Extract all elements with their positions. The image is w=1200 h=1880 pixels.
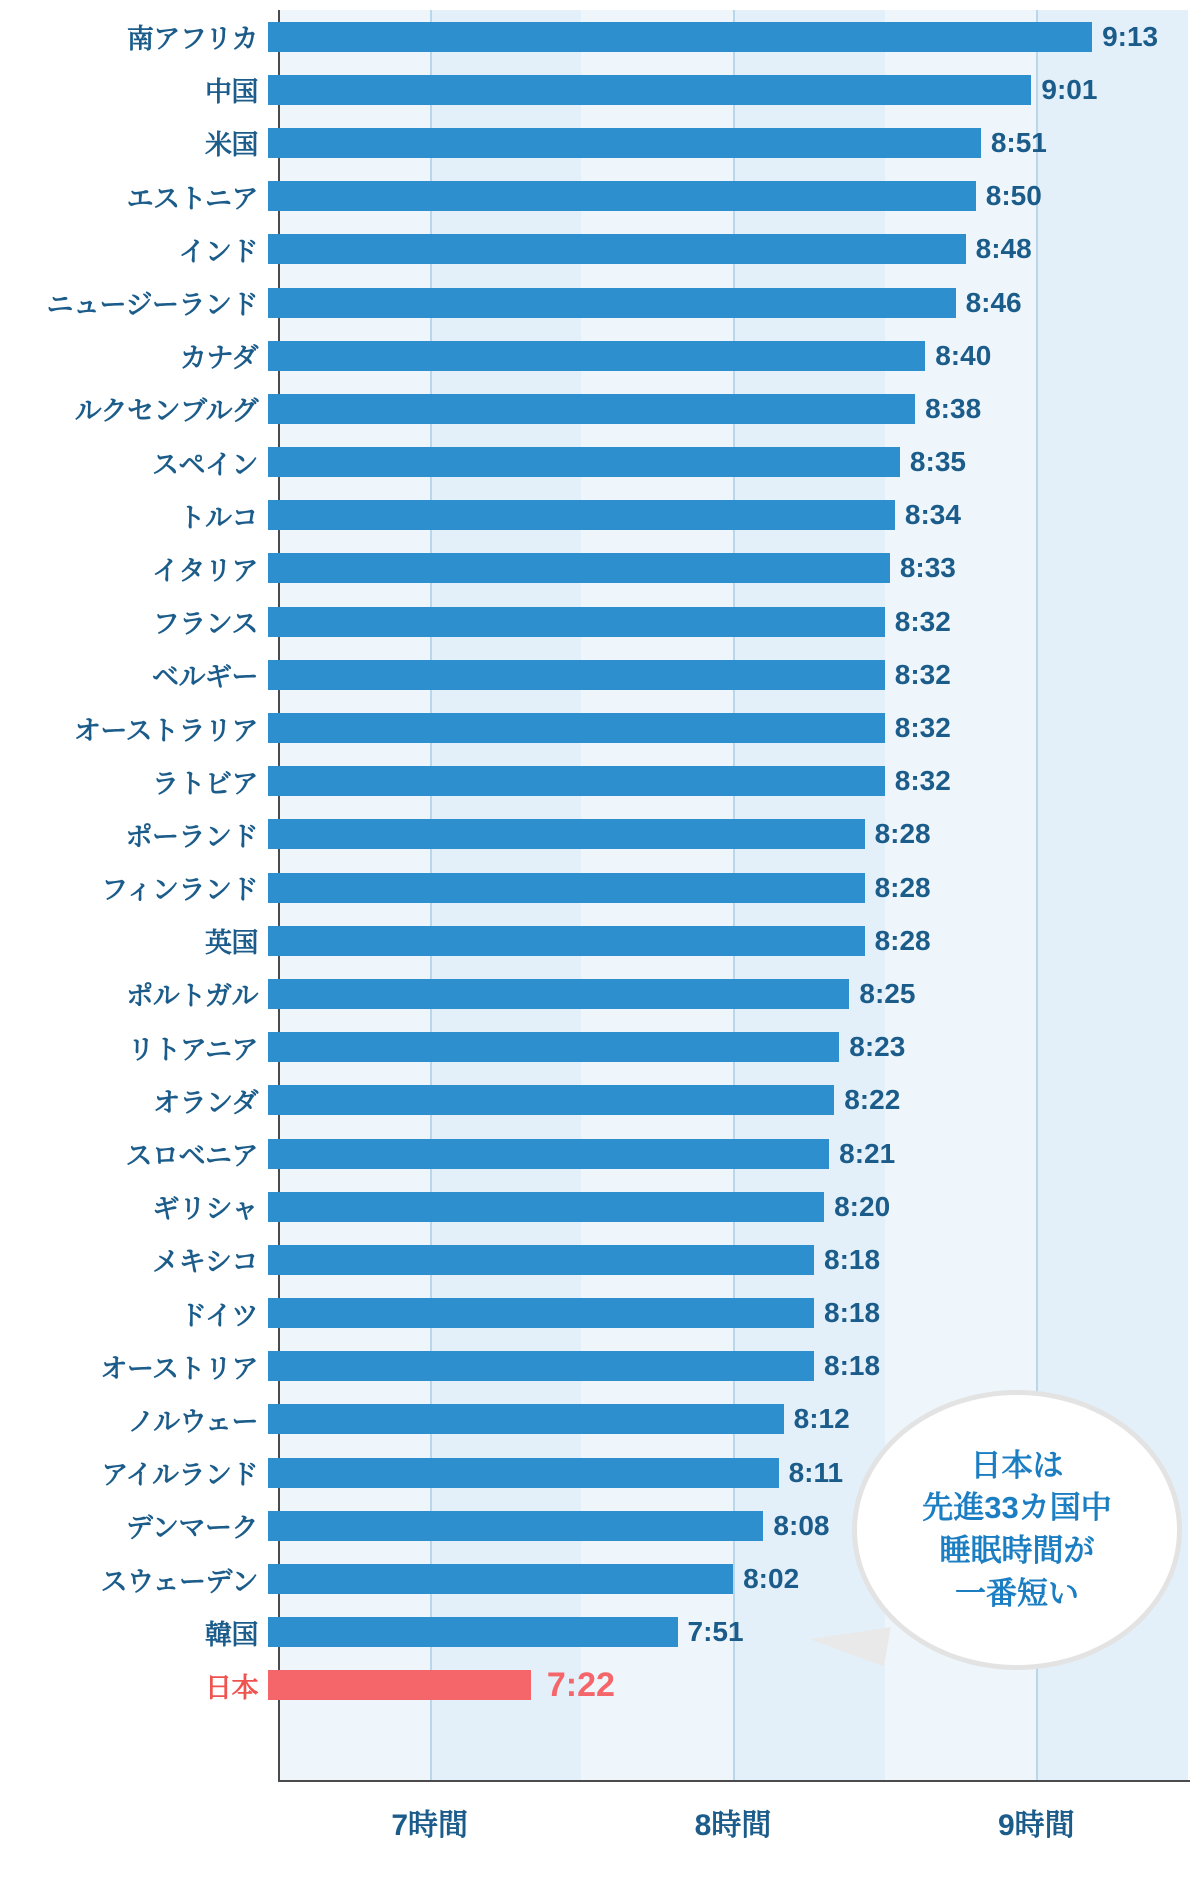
chart-row	[0, 63, 1200, 116]
bar	[268, 1192, 824, 1222]
country-label: ポルトガル	[126, 981, 258, 1012]
country-label: 英国	[205, 928, 258, 959]
bar-value-label: 8:38	[925, 392, 982, 424]
chart-row	[0, 1180, 1200, 1233]
japan-callout	[852, 1390, 1182, 1670]
country-label: ギリシャ	[152, 1194, 258, 1225]
bar	[268, 22, 1092, 52]
bar-container	[268, 63, 1200, 116]
chart-row	[0, 1021, 1200, 1074]
bar-container	[268, 170, 1200, 223]
bar-value-label: 8:28	[874, 871, 931, 903]
bar	[268, 660, 885, 690]
bar-value-label: 8:28	[874, 924, 931, 956]
callout-line-4: 一番短い	[955, 1575, 1079, 1611]
bar	[268, 128, 981, 158]
chart-row	[0, 223, 1200, 276]
bar-value-label: 8:08	[773, 1509, 830, 1541]
bar	[268, 1139, 829, 1169]
bar-container	[268, 329, 1200, 382]
bar-container	[268, 1340, 1200, 1393]
chart-row	[0, 1287, 1200, 1340]
bar-value-label: 8:25	[859, 977, 916, 1009]
bar-container	[268, 1127, 1200, 1180]
chart-row	[0, 595, 1200, 648]
chart-row	[0, 1127, 1200, 1180]
x-axis-line	[278, 1780, 1190, 1782]
chart-row	[0, 1340, 1200, 1393]
chart-row	[0, 808, 1200, 861]
bar-value-label: 8:50	[985, 180, 1042, 212]
bar-container	[268, 648, 1200, 701]
bar	[268, 447, 900, 477]
bar-value-label: 8:32	[894, 765, 951, 797]
bar-value-label: 8:02	[743, 1563, 800, 1595]
bar-container	[268, 701, 1200, 754]
bar-container	[268, 10, 1200, 63]
country-label: トルコ	[178, 502, 258, 533]
bar-container	[268, 595, 1200, 648]
bar	[268, 1404, 784, 1434]
country-label: ルクセンブルグ	[74, 396, 258, 427]
country-label: ノルウェー	[127, 1406, 258, 1437]
bar-value-label: 9:01	[1041, 73, 1098, 105]
country-label: 南アフリカ	[126, 24, 258, 55]
callout-bubble	[852, 1390, 1182, 1670]
bar	[268, 1458, 779, 1488]
chart-row	[0, 861, 1200, 914]
bar-container	[268, 1021, 1200, 1074]
bar	[268, 1351, 814, 1381]
chart-row	[0, 436, 1200, 489]
bar	[268, 1298, 814, 1328]
country-label: ベルギー	[152, 662, 258, 693]
bar-value-label: 8:51	[990, 126, 1047, 158]
bar-value-label: 8:23	[849, 1031, 906, 1063]
bar	[268, 926, 865, 956]
bar-value-label: 8:18	[824, 1350, 881, 1382]
country-label: フランス	[152, 609, 258, 640]
country-label: オーストリア	[100, 1353, 258, 1384]
country-label: リトアニア	[127, 1034, 258, 1065]
bar	[268, 1245, 814, 1275]
x-tick-label: 8時間	[694, 1809, 772, 1842]
bar	[268, 1085, 834, 1115]
chart-row	[0, 10, 1200, 63]
bar-container	[268, 116, 1200, 169]
bar	[268, 607, 885, 637]
bar-value-label: 8:32	[894, 658, 951, 690]
x-tick-label: 9時間	[997, 1809, 1075, 1842]
bar	[268, 1670, 531, 1700]
bar	[268, 75, 1031, 105]
bar-value-label: 9:13	[1102, 20, 1159, 52]
bar-value-label: 8:40	[935, 339, 992, 371]
bar-value-label: 8:21	[839, 1137, 896, 1169]
chart-row	[0, 170, 1200, 223]
callout-line-3: 睡眠時間が	[939, 1533, 1095, 1568]
bar-value-label: 8:35	[909, 446, 966, 478]
chart-row	[0, 276, 1200, 329]
bar-value-label: 8:33	[899, 552, 956, 584]
bar-value-label: 8:46	[965, 286, 1022, 318]
bar	[268, 181, 976, 211]
bar	[268, 713, 885, 743]
bar-container	[268, 1074, 1200, 1127]
bar-value-label: 8:34	[904, 499, 961, 531]
bar	[268, 500, 895, 530]
bar-value-label: 7:51	[687, 1616, 744, 1648]
country-label: フィンランド	[101, 875, 258, 906]
country-label: デンマーク	[126, 1513, 258, 1544]
chart-row	[0, 648, 1200, 701]
callout-line-2: 先進33カ国中	[922, 1490, 1112, 1526]
bar-container	[268, 1233, 1200, 1286]
country-label: 中国	[205, 77, 258, 108]
chart-row	[0, 1233, 1200, 1286]
country-label: インド	[178, 236, 258, 267]
bar-container	[268, 382, 1200, 435]
bar-value-label: 8:22	[844, 1084, 901, 1116]
bar-container	[268, 1287, 1200, 1340]
bar-container	[268, 276, 1200, 329]
country-label: エストニア	[126, 183, 258, 214]
bar-value-label: 8:28	[874, 818, 931, 850]
bar	[268, 1617, 678, 1647]
bar-container	[268, 1180, 1200, 1233]
country-label: スロベニア	[125, 1141, 258, 1172]
bar-value-label: 8:48	[975, 233, 1032, 265]
bar-value-label: 8:32	[894, 712, 951, 744]
bar-container	[268, 436, 1200, 489]
country-label: ポーランド	[125, 821, 258, 852]
callout-line-1: 日本は	[970, 1447, 1064, 1483]
bar	[268, 288, 956, 318]
bar-container	[268, 223, 1200, 276]
chart-row	[0, 116, 1200, 169]
chart-row	[0, 967, 1200, 1020]
bar-container	[268, 808, 1200, 861]
bar-container	[268, 489, 1200, 542]
country-label: メキシコ	[152, 1247, 258, 1278]
chart-row	[0, 329, 1200, 382]
bar-container	[268, 755, 1200, 808]
chart-row	[0, 1074, 1200, 1127]
chart-row	[0, 382, 1200, 435]
country-label: 米国	[205, 130, 258, 161]
bar	[268, 234, 966, 264]
bar	[268, 1032, 839, 1062]
bar-value-label: 8:12	[793, 1403, 850, 1435]
bar-value-label: 7:22	[546, 1665, 615, 1704]
country-label: オランダ	[153, 1087, 258, 1118]
bar-value-label: 8:11	[788, 1456, 844, 1488]
country-label: スペイン	[152, 449, 258, 480]
bar-value-label: 8:20	[834, 1190, 891, 1222]
bar-value-label: 8:18	[824, 1297, 881, 1329]
chart-row	[0, 489, 1200, 542]
bar	[268, 1564, 733, 1594]
bar-container	[268, 967, 1200, 1020]
bar	[268, 819, 865, 849]
chart-row	[0, 755, 1200, 808]
country-label: ニュージーランド	[46, 290, 258, 321]
bar-value-label: 8:18	[824, 1243, 881, 1275]
bar-container	[268, 542, 1200, 595]
bar-value-label: 8:32	[894, 605, 951, 637]
country-label: 韓国	[205, 1619, 258, 1650]
bar	[268, 553, 890, 583]
country-label: 日本	[205, 1672, 258, 1703]
bar	[268, 394, 915, 424]
country-label: イタリア	[152, 555, 258, 586]
chart-row	[0, 542, 1200, 595]
bar	[268, 979, 849, 1009]
chart-row	[0, 914, 1200, 967]
country-label: アイルランド	[101, 1460, 258, 1491]
bar-container	[268, 861, 1200, 914]
bar	[268, 766, 885, 796]
bar	[268, 341, 925, 371]
country-label: カナダ	[179, 343, 258, 374]
country-label: ドイツ	[179, 1300, 258, 1331]
x-axis-tick-labels	[0, 1800, 1200, 1860]
country-label: スウェーデン	[100, 1566, 258, 1597]
chart-row	[0, 701, 1200, 754]
country-label: オーストラリア	[73, 715, 258, 746]
bar	[268, 873, 865, 903]
bar	[268, 1511, 763, 1541]
x-tick-label: 7時間	[391, 1809, 468, 1842]
country-label: ラトビア	[152, 768, 258, 799]
bar-container	[268, 914, 1200, 967]
